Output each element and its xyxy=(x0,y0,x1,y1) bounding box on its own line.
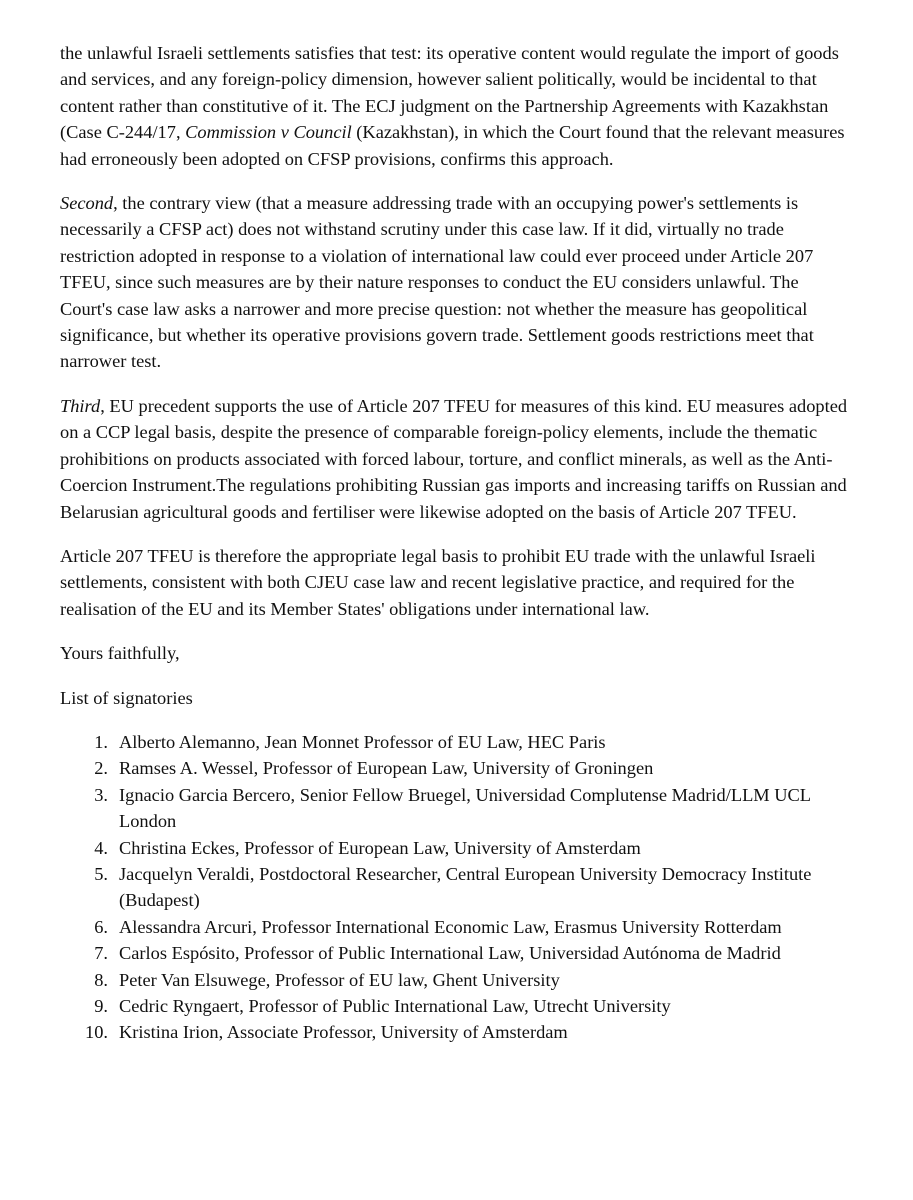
body-paragraph xyxy=(60,543,853,622)
signatory-text: Christina Eckes, Professor of European Law, University of Amsterdam xyxy=(119,837,641,858)
body-paragraph xyxy=(60,190,853,375)
closing-salutation: Yours faithfully, xyxy=(60,643,180,664)
signatory-item xyxy=(60,835,853,861)
italic-text: Commission v Council xyxy=(185,122,352,143)
list-number: 10. xyxy=(85,1022,108,1043)
paragraph-text: (Kazakhstan), in which the Court found that the relevant measures had erroneously been adopted on CFSP provisions, confirms this approach. xyxy=(60,122,845,169)
signatory-item xyxy=(60,914,853,940)
signatory-item xyxy=(60,967,853,993)
list-number: 1. xyxy=(94,731,108,752)
list-number: 7. xyxy=(94,943,108,964)
signatory-item xyxy=(60,729,853,755)
paragraph-text: the unlawful Israeli settlements satisfies that test: its operative content would regulate the import of goods and services, and any foreign-policy dimension, however salient politically, would be incidental to that content rather than constitutive of it. The ECJ judgment on the Partnership Agreements with Kazakhstan (Case C-244/17, xyxy=(60,43,839,143)
italic-text: Second xyxy=(60,193,114,214)
signatories-heading: List of signatories xyxy=(60,687,193,708)
signatory-text: Carlos Espósito, Professor of Public International Law, Universidad Autónoma de Madrid xyxy=(119,943,781,964)
signatory-text: Alberto Alemanno, Jean Monnet Professor of EU Law, HEC Paris xyxy=(119,731,606,752)
body-text xyxy=(60,40,853,622)
signatory-text: Jacquelyn Veraldi, Postdoctoral Researcher, Central European University Democracy Institute (Budapest) xyxy=(119,863,812,911)
paragraph-text: Article 207 TFEU is therefore the appropriate legal basis to prohibit EU trade with the unlawful Israeli settlements, consistent with both CJEU case law and recent legislative practice, and required for the realisation of the EU and its Member States' obligations under international law. xyxy=(60,545,816,619)
signatory-text: Peter Van Elsuwege, Professor of EU law, Ghent University xyxy=(119,969,560,990)
list-number: 9. xyxy=(94,996,108,1016)
signatory-item xyxy=(60,940,853,966)
paragraph-text: , EU precedent supports the use of Article 207 TFEU for measures of this kind. EU measures adopted on a CCP legal basis, despite the presence of comparable foreign-policy elements, include the thematic prohibitions on products associated with forced labour, torture, and conflict minerals, as well as the Anti-Coercion Instrument.The regulations prohibiting Russian gas imports and increasing tariffs on Russian and Belarusian agricultural goods and fertiliser were likewise adopted on the basis of Article 207 TFEU. xyxy=(60,395,848,522)
list-number: 6. xyxy=(94,916,108,937)
signatory-item xyxy=(60,993,853,1019)
signatory-item xyxy=(60,1019,853,1045)
signatory-item xyxy=(60,861,853,914)
list-number: 2. xyxy=(94,758,108,779)
signatory-text: Kristina Irion, Associate Professor, University of Amsterdam xyxy=(119,1022,568,1043)
body-paragraph xyxy=(60,393,853,525)
list-number: 4. xyxy=(94,837,108,858)
signatory-text: Alessandra Arcuri, Professor International Economic Law, Erasmus University Rotterdam xyxy=(119,916,782,937)
signatory-item xyxy=(60,782,853,835)
paragraph-text: , the contrary view (that a measure addressing trade with an occupying power's settlements is necessarily a CFSP act) does not withstand scrutiny under this case law. If it did, virtually no trade restriction adopted in response to a violation of international law could ever proceed under Article 207 TFEU, since such measures are by their nature responses to conduct the EU considers unlawful. The Court's case law asks a narrower and more precise question: not whether the measure has geopolitical significance, but whether its operative provisions govern trade. Settlement goods restrictions meet that narrower test. xyxy=(60,193,814,372)
signatory-text: Ignacio Garcia Bercero, Senior Fellow Bruegel, Universidad Complutense Madrid/LLM UCL London xyxy=(119,784,811,832)
signatory-item xyxy=(60,755,853,781)
italic-text: Third xyxy=(60,395,101,416)
signatory-text: Cedric Ryngaert, Professor of Public International Law, Utrecht University xyxy=(119,996,671,1016)
list-number: 5. xyxy=(94,863,108,884)
list-number: 3. xyxy=(94,784,108,805)
body-paragraph xyxy=(60,40,853,172)
signatory-text: Ramses A. Wessel, Professor of European Law, University of Groningen xyxy=(119,758,654,779)
list-number: 8. xyxy=(94,969,108,990)
signatories-list xyxy=(60,729,853,1046)
